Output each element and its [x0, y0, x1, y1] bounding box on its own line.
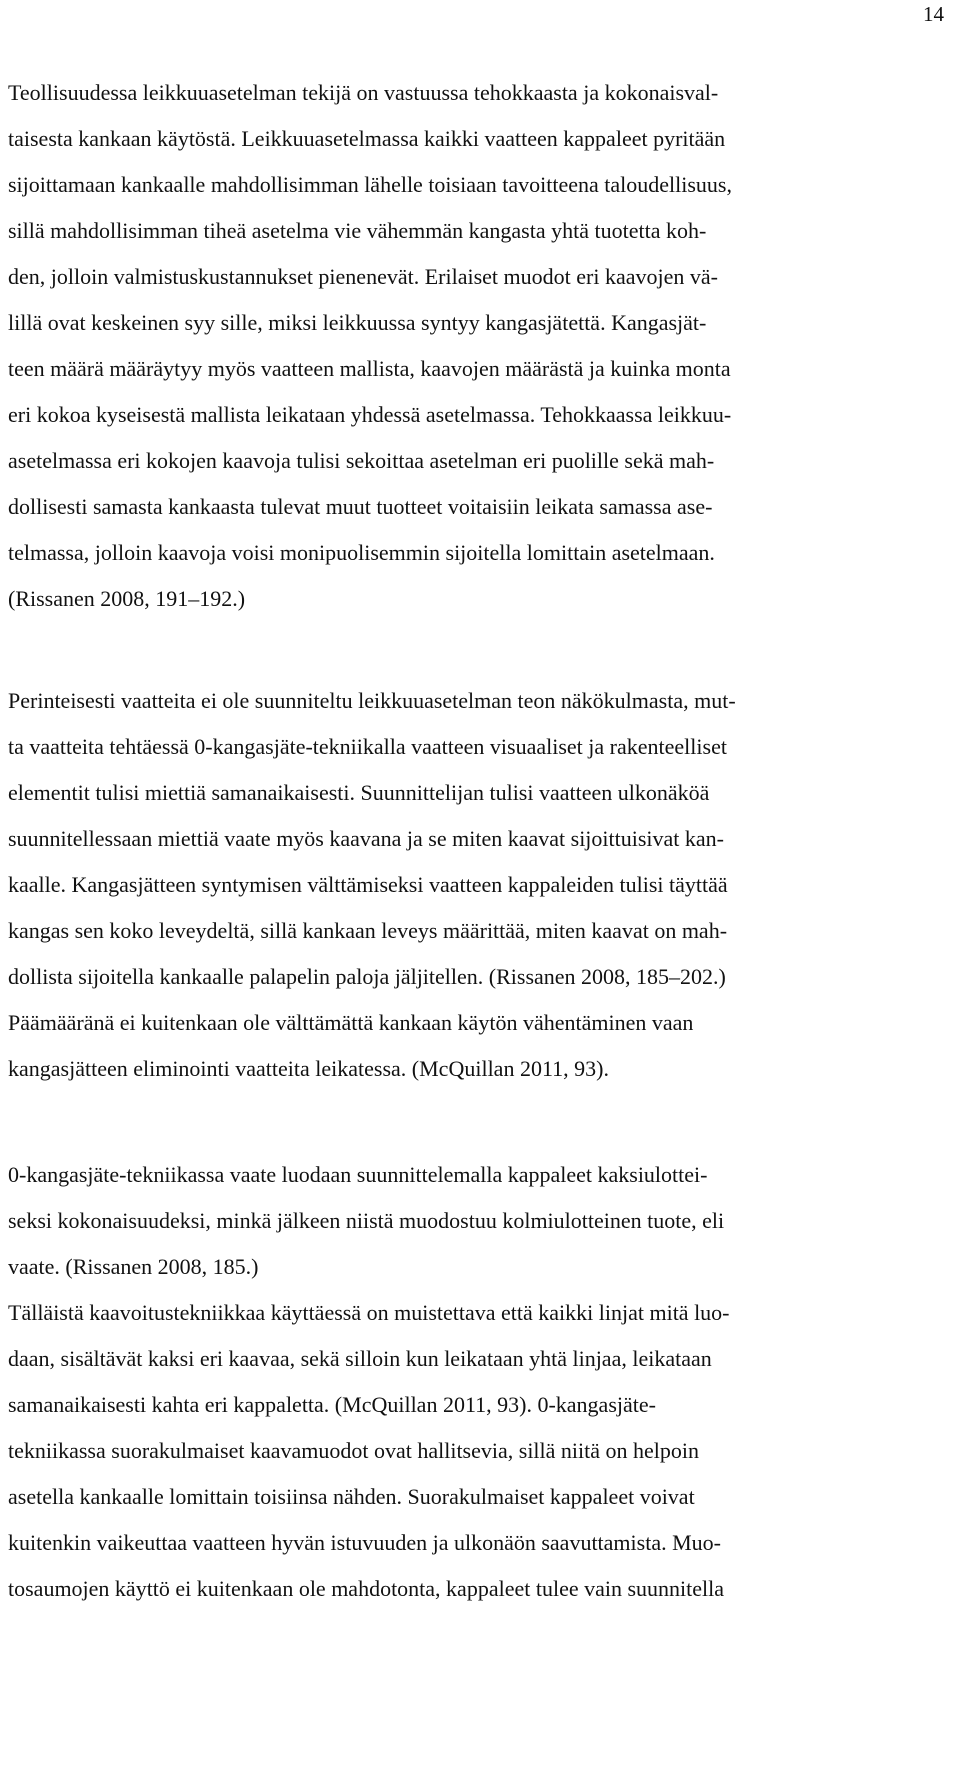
text-line: dollista sijoitella kankaalle palapelin paloja jäljitellen. (Rissanen 2008, 185–202.)	[8, 964, 726, 989]
text-line: kangasjätteen eliminointi vaatteita leikatessa. (McQuillan 2011, 93).	[8, 1056, 609, 1081]
text-line: dollisesti samasta kankaasta tulevat muut tuotteet voitaisiin leikata samassa ase-	[8, 494, 713, 519]
text-line: elementit tulisi miettiä samanaikaisesti. Suunnittelijan tulisi vaatteen ulkonäköä	[8, 780, 710, 805]
paragraph-gap	[8, 1092, 952, 1152]
text-line: asetelmassa eri kokojen kaavoja tulisi sekoittaa asetelman eri puolille sekä mah-	[8, 448, 715, 473]
text-line: sijoittamaan kankaalle mahdollisimman lähelle toisiaan tavoitteena taloudellisuus,	[8, 172, 732, 197]
text-line: tosaumojen käyttö ei kuitenkaan ole mahdotonta, kappaleet tulee vain suunnitella	[8, 1576, 725, 1601]
text-line: eri kokoa kyseisestä mallista leikataan yhdessä asetelmassa. Tehokkaassa leikkuu-	[8, 402, 732, 427]
text-line: kaalle. Kangasjätteen syntymisen välttämiseksi vaatteen kappaleiden tulisi täyttää	[8, 872, 728, 897]
text-line: 0-kangasjäte-tekniikassa vaate luodaan suunnittelemalla kappaleet kaksiulottei-	[8, 1162, 708, 1187]
text-line: taisesta kankaan käytöstä. Leikkuuasetelmassa kaikki vaatteen kappaleet pyritään	[8, 126, 726, 151]
text-line: ta vaatteita tehtäessä 0-kangasjäte-tekniikalla vaatteen visuaaliset ja rakenteelliset	[8, 734, 727, 759]
text-line: Perinteisesti vaatteita ei ole suunniteltu leikkuuasetelman teon näkökulmasta, mut-	[8, 688, 736, 713]
text-line: den, jolloin valmistuskustannukset pienenevät. Erilaiset muodot eri kaavojen vä-	[8, 264, 718, 289]
text-line: vaate. (Rissanen 2008, 185.)	[8, 1254, 259, 1279]
text-line: telmassa, jolloin kaavoja voisi monipuolisemmin sijoitella lomittain asetelmaan.	[8, 540, 715, 565]
text-line: asetella kankaalle lomittain toisiinsa nähden. Suorakulmaiset kappaleet voivat	[8, 1484, 695, 1509]
text-line: suunnitellessaan miettiä vaate myös kaavana ja se miten kaavat sijoittuisivat kan-	[8, 826, 725, 851]
text-line: kangas sen koko leveydeltä, sillä kankaan leveys määrittää, miten kaavat on mah-	[8, 918, 728, 943]
text-line: tekniikassa suorakulmaiset kaavamuodot ovat hallitsevia, sillä niitä on helpoin	[8, 1438, 700, 1463]
paragraph-3	[8, 1152, 952, 1612]
page-number: 14	[923, 2, 944, 26]
text-line: teen määrä määräytyy myös vaatteen mallista, kaavojen määrästä ja kuinka monta	[8, 356, 731, 381]
text-line: Tälläistä kaavoitustekniikkaa käyttäessä on muistettava että kaikki linjat mitä luo-	[8, 1300, 730, 1325]
paragraph-gap	[8, 622, 952, 678]
text-line: sillä mahdollisimman tiheä asetelma vie vähemmän kangasta yhtä tuotetta koh-	[8, 218, 707, 243]
paragraph-1	[8, 70, 952, 622]
text-line: Teollisuudessa leikkuuasetelman tekijä on vastuussa tehokkaasta ja kokonaisval-	[8, 80, 719, 105]
text-line: (Rissanen 2008, 191–192.)	[8, 586, 246, 611]
text-line: daan, sisältävät kaksi eri kaavaa, sekä silloin kun leikataan yhtä linjaa, leikataan	[8, 1346, 712, 1371]
text-line: lillä ovat keskeinen syy sille, miksi leikkuussa syntyy kangasjätettä. Kangasjät-	[8, 310, 707, 335]
document-body	[8, 70, 952, 1612]
paragraph-2	[8, 678, 952, 1092]
text-line: seksi kokonaisuudeksi, minkä jälkeen niistä muodostuu kolmiulotteinen tuote, eli	[8, 1208, 725, 1233]
text-line: Päämääränä ei kuitenkaan ole välttämättä kankaan käytön vähentäminen vaan	[8, 1010, 694, 1035]
text-line: samanaikaisesti kahta eri kappaletta. (McQuillan 2011, 93). 0-kangasjäte-	[8, 1392, 656, 1417]
text-line: kuitenkin vaikeuttaa vaatteen hyvän istuvuuden ja ulkonäön saavuttamista. Muo-	[8, 1530, 721, 1555]
